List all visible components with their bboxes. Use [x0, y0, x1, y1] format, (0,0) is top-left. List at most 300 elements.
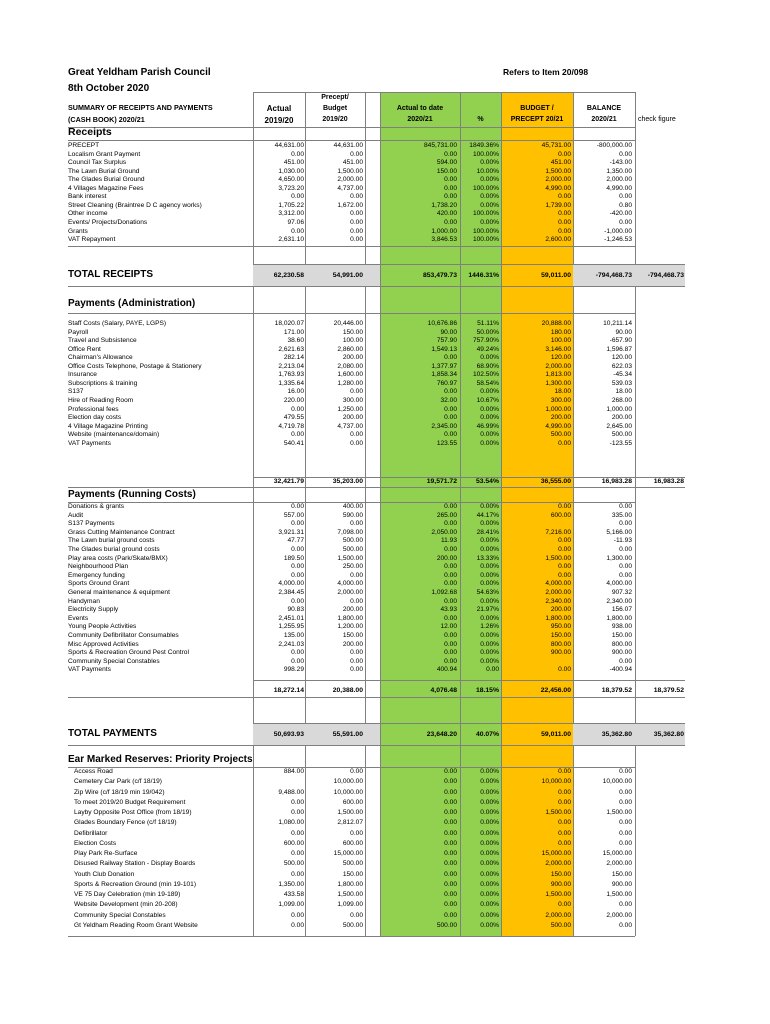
section-heading-admin: Payments (Administration) — [68, 298, 196, 309]
running-total-cell: 18.15% — [475, 687, 499, 694]
admin-row-cell: 757.90 — [436, 337, 457, 345]
running-row-label: Emergency funding — [68, 571, 125, 579]
running-row-cell: 0.00 — [350, 571, 363, 579]
running-row-label: Electricity Supply — [68, 606, 119, 614]
running-row-label: Play area costs (Park/Skate/BMX) — [68, 554, 168, 562]
admin-row-cell: 2,345.00 — [431, 422, 457, 430]
row-divider — [68, 246, 635, 247]
receipt-row-cell: 100.00% — [472, 184, 499, 192]
running-row-label: Misc Approved Activities — [68, 640, 139, 648]
admin-row-cell: 0.00 — [291, 405, 304, 413]
earmarked-row-cell: 10,000.00 — [602, 778, 632, 786]
earmarked-row-cell: 0.00 — [619, 839, 632, 847]
running-total-cell: 4,076.48 — [430, 687, 457, 694]
admin-row-cell: 500.00 — [550, 431, 571, 439]
receipt-row-cell: 0.00 — [619, 218, 632, 226]
running-row-label: Sports & Recreation Ground Pest Control — [68, 649, 189, 657]
running-row-cell: 0.00 — [444, 503, 457, 510]
total-payments-cell: 40.07% — [475, 731, 499, 738]
row-divider — [68, 140, 635, 141]
receipt-row-cell: 0.00 — [444, 193, 457, 201]
earmarked-row-cell: 0.00% — [480, 798, 499, 806]
earmarked-row-cell: 0.00 — [444, 788, 457, 796]
summary-heading-sub: (CASH BOOK) 2020/21 — [68, 115, 145, 124]
total-receipts-cell: 59,011.00 — [541, 272, 571, 279]
receipt-row-cell: 0.00% — [480, 193, 499, 201]
earmarked-row-cell: 150.00 — [550, 870, 571, 878]
admin-row-cell: 300.00 — [342, 396, 363, 404]
col-precept: Precept/ — [321, 94, 349, 101]
total-receipts-cell: -794,468.73 — [647, 272, 684, 279]
running-row-cell: 0.00% — [480, 546, 499, 553]
receipt-row-cell: 0.00 — [350, 210, 363, 218]
receipt-row-cell: 0.00 — [444, 184, 457, 192]
running-row-cell: 2,241.03 — [278, 640, 304, 648]
earmarked-row-cell: 2,000.00 — [606, 860, 632, 868]
admin-row-cell: 1,600.00 — [337, 371, 363, 379]
running-row-cell: 950.00 — [550, 623, 571, 631]
admin-row-cell: 4,719.78 — [278, 422, 304, 430]
running-row-cell: 54.63% — [476, 589, 499, 596]
admin-row-cell: 0.00% — [480, 439, 499, 447]
col-actual: Actual — [266, 104, 292, 113]
total-payments-cell: 55,591.00 — [332, 731, 363, 738]
admin-row-label: S137 — [68, 388, 84, 396]
admin-row-cell: 4,990.00 — [545, 422, 571, 430]
admin-row-cell: 46.99% — [476, 422, 499, 430]
col-budget-year: PRECEPT 20/21 — [510, 116, 564, 123]
running-row-label: Young People Activities — [68, 623, 137, 631]
earmarked-row-cell: 1,099.00 — [278, 901, 304, 909]
earmarked-row-cell: 500.00 — [283, 860, 304, 868]
earmarked-row-cell: 0.00 — [444, 880, 457, 888]
admin-row-cell: 0.00 — [291, 431, 304, 439]
header-bottom-border — [68, 127, 635, 128]
earmarked-row-cell: 0.00% — [480, 921, 499, 929]
admin-row-cell: 58.54% — [476, 379, 499, 387]
earmarked-row-label: Sports & Recreation Ground (min 19-101) — [74, 880, 197, 888]
running-row-cell: 900.00 — [611, 649, 632, 657]
admin-row-cell: 0.00 — [444, 414, 457, 422]
running-row-cell: 590.00 — [342, 511, 363, 519]
admin-row-cell: 100.00 — [342, 337, 363, 345]
row-divider — [68, 313, 635, 314]
admin-row-cell: 18.00 — [554, 388, 571, 396]
running-row-cell: -11.93 — [613, 537, 632, 545]
running-row-label: Community Defibrillator Consumables — [68, 632, 179, 639]
receipt-row-cell: 0.00 — [350, 218, 363, 226]
receipt-row-cell: 1,739.00 — [545, 201, 571, 209]
row-divider — [68, 697, 685, 698]
receipt-row-cell: 1,705.22 — [278, 201, 304, 209]
receipt-row-cell: 1,350.00 — [606, 167, 632, 175]
running-row-cell: 150.00 — [611, 632, 632, 639]
running-row-cell: 800.00 — [550, 640, 571, 648]
running-total-cell: 18,379.52 — [653, 687, 684, 694]
admin-row-cell: 200.00 — [342, 414, 363, 422]
earmarked-row-label: Layby Opposite Post Office (from 18/19) — [74, 809, 192, 816]
receipt-row-cell: 0.00% — [480, 218, 499, 226]
earmarked-row-cell: 10,000.00 — [541, 778, 571, 786]
col-balance: BALANCE — [586, 105, 622, 112]
earmarked-row-cell: 1,350.00 — [278, 880, 304, 888]
admin-row-cell: 3,146.00 — [545, 345, 571, 353]
running-row-cell: 0.00% — [480, 563, 499, 571]
receipt-row-cell: 0.00 — [619, 150, 632, 158]
running-row-cell: 1,500.00 — [337, 554, 363, 562]
earmarked-row-cell: 15,000.00 — [602, 850, 632, 857]
earmarked-row-cell: 15,000.00 — [333, 850, 363, 857]
earmarked-row-cell: 433.58 — [283, 891, 304, 898]
receipt-row-cell: 4,990.00 — [545, 184, 571, 192]
running-row-cell: 0.00 — [291, 649, 304, 657]
receipt-row-label: VAT Repayment — [68, 236, 116, 244]
running-row-cell: 0.00 — [444, 614, 457, 622]
receipt-row-label: The Glades Burial Ground — [68, 176, 145, 184]
earmarked-row-cell: 1,500.00 — [606, 809, 632, 816]
receipt-row-cell: 0.00 — [619, 193, 632, 201]
receipt-row-cell: 0.00 — [444, 176, 457, 184]
receipt-row-cell: 0.00 — [291, 150, 304, 158]
running-row-cell: 0.00 — [619, 520, 632, 528]
admin-row-cell: 0.00% — [480, 354, 499, 362]
earmarked-row-cell: 0.00% — [480, 788, 499, 796]
running-row-cell: 1.26% — [480, 623, 499, 631]
receipt-row-cell: 0.00 — [558, 218, 571, 226]
running-row-cell: 200.00 — [550, 606, 571, 614]
row-divider — [68, 936, 635, 937]
admin-row-cell: 1,250.00 — [337, 405, 363, 413]
running-row-cell: 200.00 — [342, 640, 363, 648]
running-row-cell: 0.00% — [480, 649, 499, 657]
running-row-cell: 250.00 — [342, 563, 363, 571]
admin-row-cell: 0.00 — [444, 354, 457, 362]
earmarked-row-cell: 0.00 — [558, 839, 571, 847]
admin-row-cell: 10,211.14 — [603, 320, 632, 327]
receipt-row-cell: 0.00 — [350, 227, 363, 235]
earmarked-row-label: Defibrillator — [74, 829, 108, 837]
receipt-row-cell: 2,600.00 — [545, 236, 571, 244]
running-row-cell: 400.00 — [342, 503, 363, 510]
receipt-row-cell: 4,737.00 — [337, 184, 363, 192]
earmarked-row-cell: 0.00 — [558, 829, 571, 837]
receipt-row-cell: 451.00 — [283, 159, 304, 167]
receipt-row-cell: 2,000.00 — [606, 176, 632, 184]
earmarked-row-cell: 0.00 — [350, 829, 363, 837]
earmarked-row-cell: 0.00% — [480, 819, 499, 827]
admin-row-label: Staff Costs (Salary, PAYE, LGPS) — [68, 320, 167, 327]
admin-row-cell: 200.00 — [342, 354, 363, 362]
admin-row-cell: 200.00 — [611, 414, 632, 422]
running-row-cell: 0.00 — [444, 563, 457, 571]
running-row-cell: 2,451.01 — [278, 614, 304, 622]
earmarked-row-cell: 0.00 — [619, 788, 632, 796]
running-row-cell: 1,300.00 — [606, 554, 632, 562]
earmarked-row-label: Website Development (min 20-208) — [74, 901, 178, 909]
running-row-cell: 0.00 — [350, 657, 363, 665]
earmarked-row-cell: 1,099.00 — [337, 901, 363, 909]
receipt-row-cell: 97.06 — [287, 218, 304, 226]
receipt-row-cell: 3,723.20 — [278, 184, 304, 192]
earmarked-row-label: VE 75 Day Celebration (min 19-189) — [74, 891, 181, 898]
earmarked-row-cell: 0.00 — [558, 819, 571, 827]
running-row-cell: 998.29 — [283, 666, 304, 674]
admin-row-cell: 0.00 — [444, 388, 457, 396]
admin-row-cell: 0.00 — [444, 431, 457, 439]
running-row-cell: 800.00 — [611, 640, 632, 648]
admin-total-cell: 53.54% — [475, 478, 499, 485]
admin-row-cell: 20,446.00 — [333, 320, 363, 327]
earmarked-row-cell: 0.00% — [480, 891, 499, 898]
admin-row-cell: 2,000.00 — [545, 362, 571, 370]
col-actual-to-date-year: 2020/21 — [407, 116, 433, 123]
total-payments-cell: 35,362.80 — [601, 731, 632, 738]
earmarked-row-label: Access Road — [74, 768, 113, 775]
admin-row-cell: 180.00 — [550, 328, 571, 336]
receipt-row-cell: 2,000.00 — [337, 176, 363, 184]
receipt-row-cell: 1849.36% — [469, 142, 499, 149]
running-row-cell: 2,340.00 — [545, 597, 571, 605]
total-payments-label: TOTAL PAYMENTS — [68, 728, 157, 739]
earmarked-row-cell: 0.00 — [444, 819, 457, 827]
earmarked-row-cell: 0.00 — [558, 768, 571, 775]
earmarked-row-cell: 0.00 — [350, 768, 363, 775]
earmarked-row-cell: 0.00 — [558, 901, 571, 909]
earmarked-row-cell: 1,080.00 — [278, 819, 304, 827]
earmarked-row-label: Gt Yeldham Reading Room Grant Website — [74, 921, 198, 929]
col-budget: BUDGET / — [520, 105, 554, 112]
admin-row-cell: 1,300.00 — [545, 379, 571, 387]
admin-row-cell: 49.24% — [476, 345, 499, 353]
running-row-cell: 0.00% — [480, 580, 499, 588]
admin-row-cell: 1,000.00 — [545, 405, 571, 413]
earmarked-row-cell: 0.00 — [444, 860, 457, 868]
receipt-row-cell: 4,990.00 — [606, 184, 632, 192]
earmarked-row-cell: 0.00 — [558, 798, 571, 806]
running-row-cell: 5,166.00 — [606, 528, 632, 536]
running-row-cell: 0.00 — [619, 563, 632, 571]
running-row-cell: 4,000.00 — [278, 580, 304, 588]
running-row-cell: 0.00 — [350, 649, 363, 657]
earmarked-row-cell: 15,000.00 — [541, 850, 571, 857]
receipt-row-cell: 3,846.53 — [431, 236, 457, 244]
earmarked-row-cell: 0.00 — [291, 870, 304, 878]
running-row-cell: 2,050.00 — [431, 528, 457, 536]
receipt-row-cell: -420.00 — [609, 210, 632, 218]
running-row-label: Events — [68, 614, 89, 622]
receipt-row-cell: 0.00 — [350, 236, 363, 244]
earmarked-row-cell: 0.00 — [444, 891, 457, 898]
earmarked-row-cell: 500.00 — [550, 921, 571, 929]
admin-row-cell: 540.41 — [283, 439, 304, 447]
earmarked-row-cell: 0.00% — [480, 870, 499, 878]
receipt-row-cell: 100.00% — [472, 150, 499, 158]
running-row-cell: 1,255.95 — [278, 623, 304, 631]
receipt-row-cell: 845,731.00 — [423, 142, 457, 149]
earmarked-row-label: Play Park Re-Surface — [74, 850, 138, 857]
col-precept-year: 2019/20 — [322, 116, 348, 123]
running-row-cell: 0.00 — [444, 520, 457, 528]
admin-row-label: Travel and Subsistence — [68, 337, 137, 345]
earmarked-row-label: Election Costs — [74, 839, 117, 847]
earmarked-row-cell: 0.00% — [480, 778, 499, 786]
admin-row-cell: 0.00% — [480, 431, 499, 439]
earmarked-row-cell: 0.00% — [480, 901, 499, 909]
total-payments-cell: 35,362.80 — [653, 731, 684, 738]
admin-row-cell: 150.00 — [342, 328, 363, 336]
running-row-cell: 0.00 — [350, 666, 363, 674]
column-divider — [635, 92, 636, 936]
running-row-cell: 1,800.00 — [545, 614, 571, 622]
running-row-cell: 43.93 — [440, 606, 457, 614]
admin-row-cell: 1,549.13 — [431, 345, 457, 353]
admin-row-cell: 120.00 — [550, 354, 571, 362]
admin-row-cell: 2,645.00 — [606, 422, 632, 430]
running-row-cell: 0.00 — [486, 666, 499, 674]
receipt-row-cell: 1,500.00 — [337, 167, 363, 175]
running-row-cell: 0.00 — [558, 503, 571, 510]
admin-row-label: Professional fees — [68, 405, 119, 413]
admin-row-cell: 1,813.00 — [545, 371, 571, 379]
admin-row-cell: 50.00% — [476, 328, 499, 336]
earmarked-row-label: Zip Wire (c/f 18/19 min 19/042) — [74, 788, 165, 796]
receipt-row-label: Events/ Projects/Donations — [68, 218, 148, 226]
running-row-cell: 0.00 — [619, 503, 632, 510]
earmarked-row-cell: 900.00 — [611, 880, 632, 888]
earmarked-row-cell: 0.00 — [619, 901, 632, 909]
earmarked-row-cell: 9,488.00 — [278, 788, 304, 796]
earmarked-row-label: Glades Boundary Fence (c/f 18/19) — [74, 819, 177, 827]
running-row-cell: -400.94 — [609, 666, 632, 674]
receipt-row-label: Localism Grant Payment — [68, 150, 141, 158]
running-row-cell: 0.00 — [350, 520, 363, 528]
receipt-row-label: 4 Villages Magazine Fees — [68, 184, 144, 192]
earmarked-row-cell: 500.00 — [342, 860, 363, 868]
running-row-cell: 0.00 — [291, 520, 304, 528]
earmarked-row-cell: 884.00 — [283, 768, 304, 775]
running-total-cell: 18,272.14 — [273, 687, 304, 694]
admin-row-cell: 1,280.00 — [337, 379, 363, 387]
total-receipts-cell: 62,230.58 — [273, 272, 304, 279]
earmarked-row-cell: 0.00% — [480, 880, 499, 888]
earmarked-row-cell: 2,812.07 — [337, 819, 363, 827]
receipt-row-cell: 0.00 — [444, 150, 457, 158]
running-row-cell: 0.00 — [444, 546, 457, 553]
col-actual-year: 2019/20 — [264, 116, 294, 125]
earmarked-row-label: Community Special Constables — [74, 911, 166, 919]
running-row-cell: 0.00 — [558, 563, 571, 571]
admin-row-cell: 268.00 — [611, 396, 632, 404]
running-row-cell: 0.00% — [480, 614, 499, 622]
admin-row-label: Election day costs — [68, 414, 122, 422]
receipt-row-cell: 44,631.00 — [333, 142, 363, 149]
earmarked-row-cell: 0.00 — [444, 778, 457, 786]
running-row-cell: 7,216.00 — [545, 528, 571, 536]
receipt-row-cell: 100.00% — [472, 210, 499, 218]
total-payments-cell: 59,011.00 — [541, 731, 571, 738]
admin-row-cell: 1,596.87 — [606, 345, 632, 353]
admin-row-cell: -45.34 — [613, 371, 632, 379]
receipt-row-cell: 3,312.00 — [278, 210, 304, 218]
admin-row-label: 4 Village Magazine Printing — [68, 422, 148, 430]
receipt-row-cell: 44,631.00 — [274, 142, 304, 149]
running-row-cell: 0.00% — [480, 537, 499, 545]
admin-row-cell: 18,020.07 — [274, 320, 304, 327]
admin-row-cell: 1,335.64 — [278, 379, 304, 387]
earmarked-row-cell: 1,500.00 — [606, 891, 632, 898]
running-row-cell: 938.00 — [611, 623, 632, 631]
admin-row-label: Chairman's Allowance — [68, 354, 133, 362]
running-row-label: Grass Cutting Maintenance Contract — [68, 528, 175, 536]
receipt-row-cell: 100.00% — [472, 227, 499, 235]
earmarked-row-cell: 10,000.00 — [333, 788, 363, 796]
running-row-cell: 1,800.00 — [606, 614, 632, 622]
section-heading-receipts: Receipts — [68, 126, 112, 138]
running-row-cell: 500.00 — [342, 546, 363, 553]
running-row-cell: 4,000.00 — [545, 580, 571, 588]
earmarked-row-cell: 0.00 — [619, 921, 632, 929]
running-row-cell: 150.00 — [342, 632, 363, 639]
receipt-row-cell: 0.00 — [558, 227, 571, 235]
running-row-cell: 0.00% — [480, 520, 499, 528]
admin-row-cell: 120.00 — [611, 354, 632, 362]
running-row-cell: 0.00 — [291, 657, 304, 665]
admin-row-cell: 4,737.00 — [337, 422, 363, 430]
earmarked-row-cell: 900.00 — [550, 880, 571, 888]
running-row-cell: 0.00 — [291, 597, 304, 605]
running-row-label: Sports Ground Grant — [68, 580, 130, 588]
running-row-cell: 265.00 — [436, 511, 457, 519]
report-date: 8th October 2020 — [68, 83, 150, 94]
earmarked-row-cell: 0.00% — [480, 768, 499, 775]
admin-row-cell: 90.00 — [615, 328, 632, 336]
earmarked-row-cell: 10,000.00 — [333, 778, 363, 786]
running-row-cell: 0.00 — [444, 657, 457, 665]
running-row-cell: 4,000.00 — [337, 580, 363, 588]
receipt-row-cell: 0.00 — [558, 193, 571, 201]
earmarked-row-cell: 0.00 — [619, 829, 632, 837]
receipt-row-cell: 0.00 — [291, 227, 304, 235]
admin-row-cell: 10,676.86 — [427, 320, 457, 327]
earmarked-row-cell: 1,500.00 — [545, 809, 571, 816]
running-row-cell: 135.00 — [283, 632, 304, 639]
admin-row-label: Office Rent — [68, 345, 101, 353]
receipt-row-cell: 1,738.20 — [431, 201, 457, 209]
running-row-label: VAT Payments — [68, 666, 111, 674]
running-row-label: Donations & grants — [68, 503, 125, 510]
earmarked-row-label: Youth Club Donation — [74, 870, 135, 878]
earmarked-row-cell: 0.00% — [480, 911, 499, 919]
admin-row-cell: 100.00 — [550, 337, 571, 345]
admin-row-cell: 20,888.00 — [541, 320, 571, 327]
running-row-cell: 150.00 — [550, 632, 571, 639]
earmarked-row-cell: 0.00% — [480, 809, 499, 816]
admin-row-cell: 38.60 — [287, 337, 304, 345]
receipt-row-cell: 0.00 — [444, 218, 457, 226]
earmarked-row-cell: 0.00 — [619, 819, 632, 827]
running-row-cell: 2,000.00 — [545, 589, 571, 596]
admin-row-cell: 1,000.00 — [606, 405, 632, 413]
admin-total-cell: 32,421.79 — [273, 478, 304, 485]
admin-row-cell: 171.00 — [283, 328, 304, 336]
row-divider — [253, 680, 685, 681]
running-row-cell: 0.00% — [480, 597, 499, 605]
admin-row-cell: 479.55 — [283, 414, 304, 422]
running-row-cell: 1,500.00 — [545, 554, 571, 562]
admin-row-label: Website (maintenance/domain) — [68, 431, 160, 439]
running-row-cell: 1,092.68 — [431, 589, 457, 596]
running-row-cell: 0.00 — [619, 657, 632, 665]
